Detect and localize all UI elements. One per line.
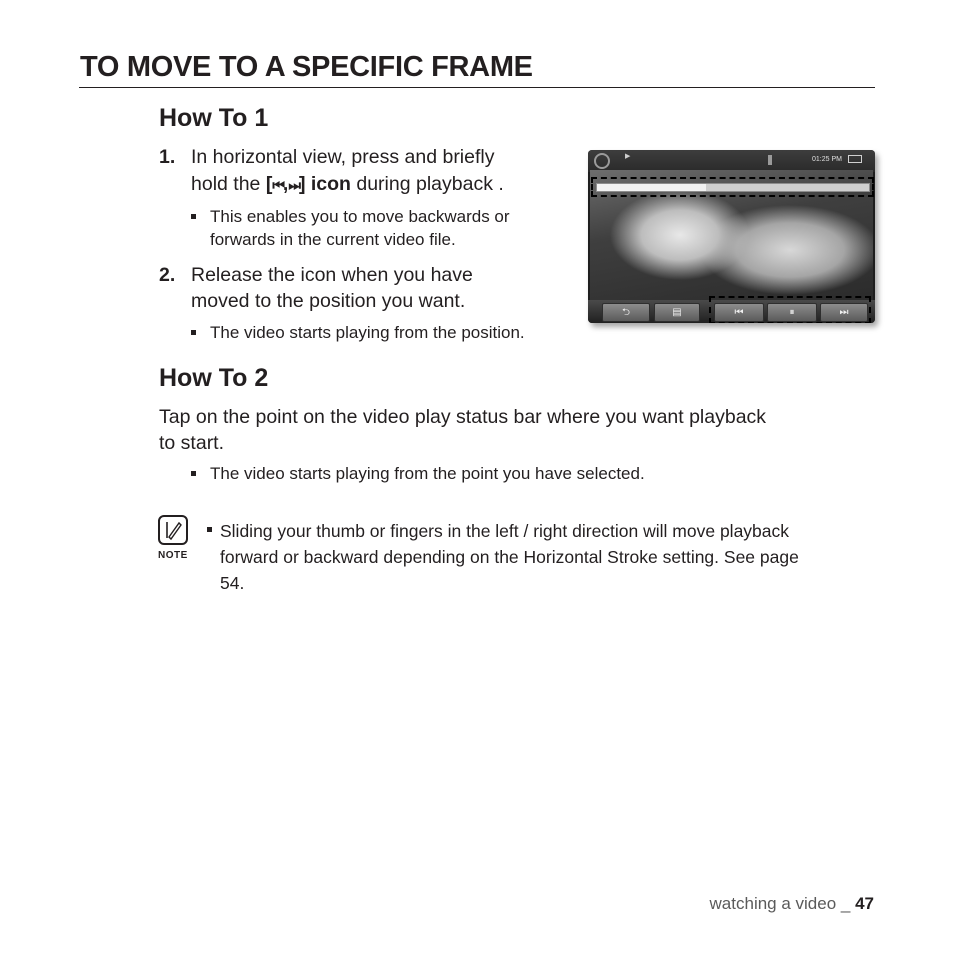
progress-highlight-box (591, 177, 874, 197)
status-bar (588, 150, 875, 172)
step-2-bullet-text: The video starts playing from the position. (210, 323, 525, 342)
clock-text: 01:25 PM (812, 156, 842, 163)
lock-icon (768, 155, 772, 165)
step-2-number: 2. (159, 264, 176, 286)
step-2-line-1: Release the icon when you have (191, 264, 473, 286)
title-divider (79, 87, 875, 88)
battery-icon (848, 155, 862, 163)
device-screenshot (588, 150, 875, 323)
note-label: NOTE (158, 550, 188, 561)
fast-forward-icon: ⏭ (839, 307, 849, 318)
pencil-note-icon (158, 515, 188, 545)
how-to-2-body-line-2: to start. (159, 432, 225, 454)
step-2 (159, 262, 559, 314)
step-1-bold-sep: , (282, 173, 289, 195)
pause-icon: ⏸ (789, 307, 795, 318)
fast-forward-icon: ⏭ (288, 177, 299, 193)
step-1-bullet-line-1: This enables you to move backwards or (210, 207, 510, 226)
how-to-2-heading: How To 2 (159, 364, 269, 392)
step-1-number: 1. (159, 146, 176, 168)
how-to-2-bullet-text: The video starts playing from the point you have selected. (210, 464, 645, 483)
menu-icon: ▤ (672, 307, 682, 318)
page-title: TO MOVE TO A SPECIFIC FRAME (80, 51, 533, 83)
how-to-2-bullet (191, 462, 791, 485)
step-1-line-2-post: during playback . (350, 173, 504, 195)
note-line-3: 54. (220, 573, 245, 593)
rewind-icon: ⏮ (734, 307, 744, 318)
video-reel-icon (594, 153, 610, 169)
rewind-icon: ⏮ (272, 177, 283, 193)
step-1 (159, 144, 559, 196)
menu-button[interactable] (654, 303, 700, 322)
how-to-1-heading: How To 1 (159, 104, 269, 132)
footer-section: watching a video _ (709, 894, 856, 913)
note-text (207, 518, 877, 596)
note-line-2: forward or backward depending on the Horizontal Stroke setting. See page (220, 547, 799, 567)
note-line-1: Sliding your thumb or fingers in the left / right direction will move playback (220, 521, 790, 541)
step-1-line-2-pre: hold the (191, 173, 266, 195)
step-1-bullet-line-2: forwards in the current video file. (210, 230, 456, 249)
bullet-square-icon (207, 527, 212, 532)
step-2-line-2: moved to the position you want. (191, 290, 466, 312)
step-1-line-2 (191, 171, 504, 198)
back-button[interactable] (602, 303, 650, 322)
bullet-square-icon (191, 214, 196, 219)
back-icon: ⮌ (621, 307, 630, 318)
bullet-square-icon (191, 471, 196, 476)
how-to-2-body-line-1: Tap on the point on the video play status bar where you want playback (159, 406, 767, 428)
step-1-line-1: In horizontal view, press and briefly (191, 146, 495, 168)
bullet-square-icon (191, 330, 196, 335)
step-1-bullet (191, 205, 571, 251)
play-marker: ▶ (625, 153, 631, 160)
how-to-2-body (159, 404, 879, 456)
step-1-bold-open: [ (265, 173, 273, 195)
page-number: 47 (855, 894, 874, 913)
controls-highlight-box (709, 296, 871, 323)
page-footer (710, 894, 874, 914)
step-1-bold-close: ] icon (298, 173, 351, 195)
step-2-bullet (191, 321, 591, 344)
